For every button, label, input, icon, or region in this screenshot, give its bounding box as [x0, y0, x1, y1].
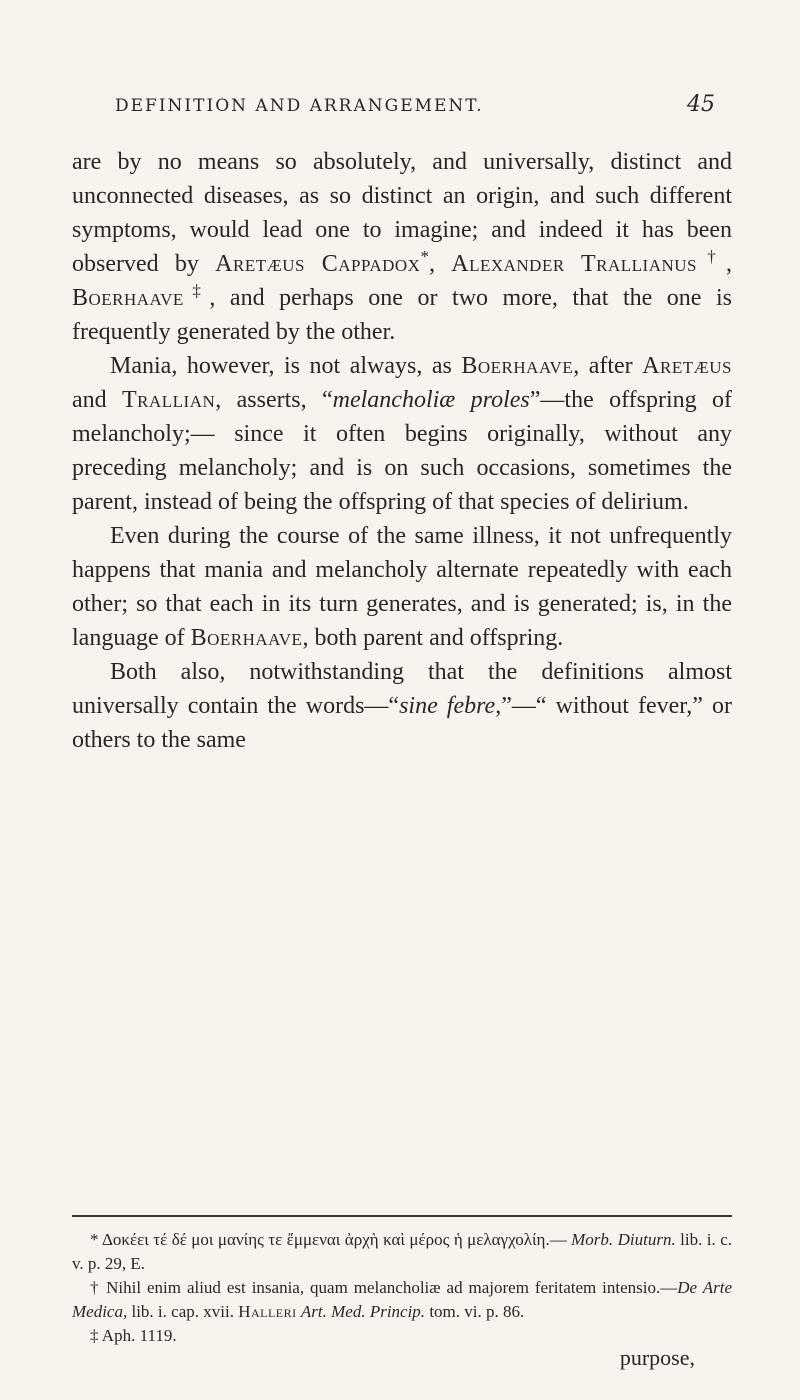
citation-title: De Arte Medica, — [72, 1278, 732, 1321]
author-name: Alexander Trallianus — [451, 251, 697, 277]
latin-phrase: sine febre — [399, 693, 496, 719]
footnote-2 — [72, 1276, 732, 1324]
text-run: Mania, however, is not always, as — [110, 353, 462, 379]
text-run: , and perhaps one or two more, that the one is frequently generated by the other. — [72, 285, 732, 345]
author-name: Halleri — [238, 1302, 297, 1321]
author-name: Boerhaave — [72, 285, 184, 311]
footnote-text: lib. i. c. v. p. 29, E. — [72, 1230, 732, 1273]
text-run: ,”—“ without fever,” or others to the same — [72, 693, 732, 753]
footnote-ref: † — [696, 247, 727, 266]
author-name: Boerhaave — [190, 625, 303, 651]
paragraph-3 — [72, 519, 732, 655]
citation-title: Morb. Diuturn. — [571, 1230, 676, 1249]
footnote-text: lib. i. cap. xvii. — [127, 1302, 239, 1321]
paragraph-4 — [72, 655, 732, 757]
footnote-text: tom. vi. p. 86. — [425, 1302, 525, 1321]
latin-phrase: melancholiæ proles — [332, 387, 530, 413]
author-name: Boerhaave — [461, 353, 574, 379]
footnote-divider — [72, 1215, 732, 1217]
footnote-ref: ‡ — [183, 281, 210, 300]
citation-title: Art. Med. Princip. — [300, 1302, 426, 1321]
author-name: Aretæus Cappadox — [215, 251, 421, 277]
text-run: , asserts, “ — [215, 387, 333, 413]
text-run: Even during the course of the same illness, it not unfrequently happens that mania and melancholy alternate repeatedly with each other; so that each in its turn generates, and is generated; is, in the language of — [72, 523, 732, 651]
footnote-text: * Δοκέει τέ δέ μοι μανίης τε ἔμμεναι ἀρχὴ καὶ μέρος ἡ μελαγχολίη.— — [90, 1230, 572, 1249]
running-title: DEFINITION AND ARRANGEMENT. — [115, 96, 484, 116]
author-name: Aretæus — [642, 353, 732, 379]
body-text — [72, 145, 732, 757]
text-run: ”—the offspring of melancholy;— since it often begins originally, without any preceding melancholy; and is on such occasions, sometimes the parent, instead of being the offspring of that species of delirium. — [72, 387, 732, 515]
text-run: , after — [573, 353, 643, 379]
footnotes — [72, 1228, 732, 1348]
footnote-text: † Nihil enim aliud est insania, quam melancholiæ ad majorem feritatem intensio.— — [90, 1278, 678, 1297]
text-run: , both parent and offspring. — [302, 625, 564, 651]
footnote-text: ‡ Aph. 1119. — [90, 1326, 177, 1345]
footnote-1 — [72, 1228, 732, 1276]
page-number: 45 — [687, 92, 715, 117]
text-run: Both also, notwithstanding that the definitions almost universally contain the words—“ — [72, 659, 732, 719]
paragraph-1 — [72, 145, 732, 349]
text-run: and — [72, 387, 123, 413]
footnote-ref: * — [420, 247, 429, 266]
paragraph-2 — [72, 349, 732, 519]
text-run: , — [428, 251, 452, 277]
catchword: purpose, — [619, 1345, 695, 1370]
text-run: , — [726, 251, 733, 277]
text-run: are by no means so absolutely, and universally, distinct and unconnected diseases, as so distinct an origin, and such different symptoms, would lead one to imagine; and indeed it has been observed by — [72, 149, 732, 277]
author-name: Trallian — [122, 387, 216, 413]
